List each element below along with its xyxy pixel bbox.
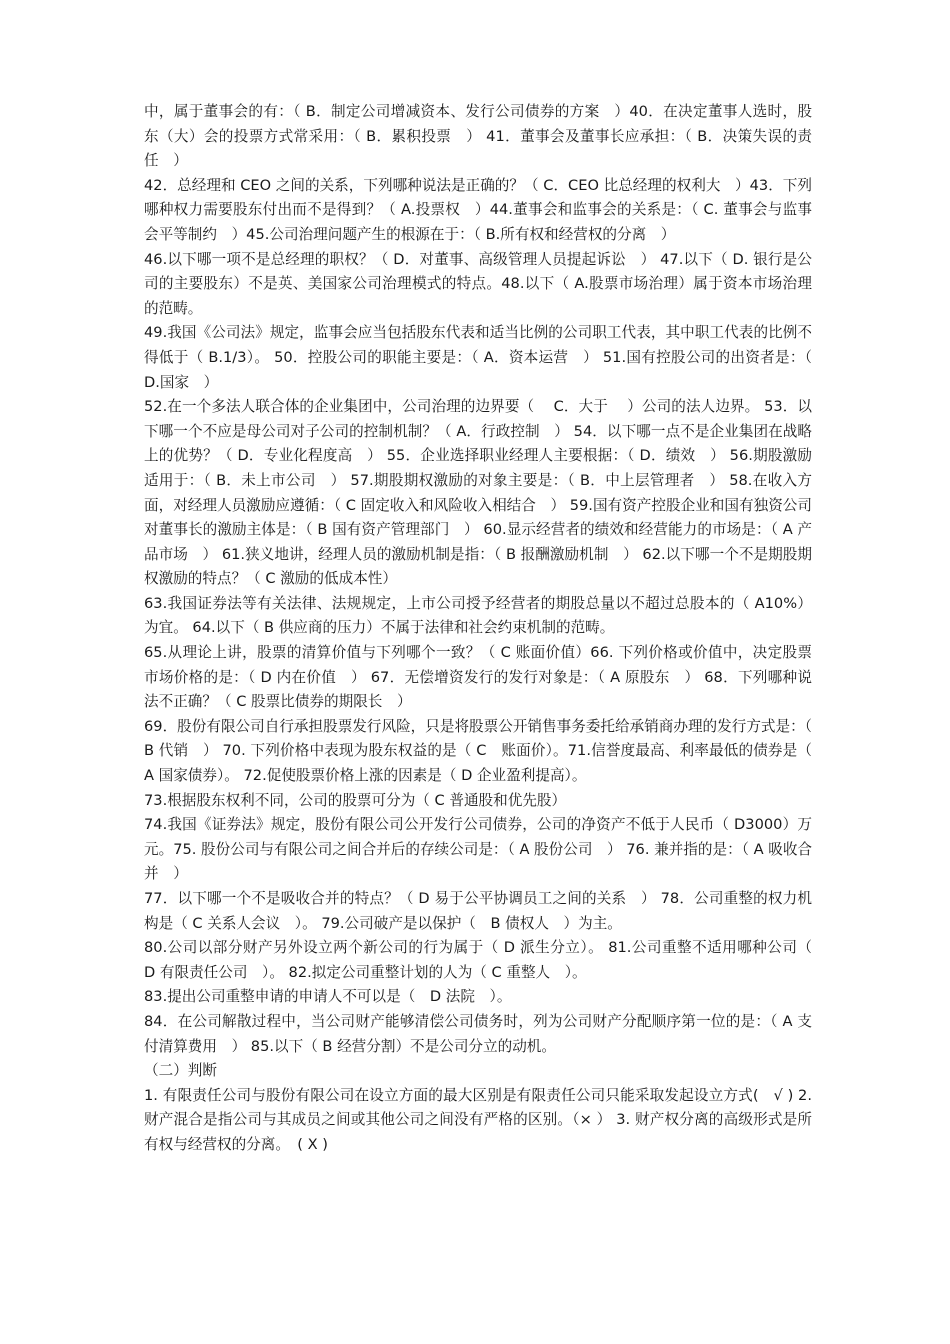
- paragraph-q52-62: 52.在一个多法人联合体的企业集团中，公司治理的边界要（ C．大于 ）公司的法人边界。 53．以下哪一个不应是母公司对子公司的控制机制？（ A．行政控制 ） 54．以下哪一点不是企业集团在战略上的优势？（ D．专业化程度高 ） 55．企业选择职业经理人主要根据：（ D．绩效 ） 56.期股激励适用于：（ B．未上市公司 ） 57.期股期权激励的对象主要是：（ B．中上层管理者 ） 58.在收入方面，对经理人员激励应遵循：（ C 固定收入和风险收入相结合 ） 59.国有资产控股企业和国有独资公司对董事长的激励主体是：（ B 国有资产管理部门 ） 60.显示经营者的绩效和经营能力的市场是：（ A 产品市场 ） 61.狭义地讲，经理人员的激励机制是指：（ B 报酬激励机制 ） 62.以下哪一个不是期股期权激励的特点？（ C 激励的低成本性）: [144, 398, 812, 588]
- paragraph-q49-51: 49.我国《公司法》规定，监事会应当包括股东代表和适当比例的公司职工代表，其中职工代表的比例不得低于（ B.1/3）。 50．控股公司的职能主要是：（ A．资本运营 ） 51.国有控股公司的出资者是：（ D.国家 ）: [144, 324, 812, 391]
- paragraph-q77-79: 77．以下哪一个不是吸收合并的特点？（ D 易于公平协调员工之间的关系 ） 78．公司重整的权力机构是（ C 关系人会议 ）。 79.公司破产是以保护（ B 债权人 ）为主。: [144, 890, 812, 932]
- section-heading-judgement: （二）判断: [144, 1062, 217, 1080]
- paragraph-q84-85: 84．在公司解散过程中，当公司财产能够清偿公司债务时，列为公司财产分配顺序第一位的是：（ A 支付清算费用 ） 85.以下（ B 经营分割）不是公司分立的动机。: [144, 1012, 812, 1055]
- paragraph-judgement-1-3: 1. 有限责任公司与股份有限公司在设立方面的最大区别是有限责任公司只能采取发起设立方式( √ ) 2. 财产混合是指公司与其成员之间或其他公司之间没有严格的区别。（× ） 3. 财产权分离的高级形式是所有权与经营权的分离。 ( X ): [144, 1086, 812, 1153]
- paragraph-q69-72: 69．股份有限公司自行承担股票发行风险，只是将股票公开销售事务委托给承销商办理的发行方式是：（ B 代销 ） 70. 下列价格中表现为股东权益的是（ C 账面价）。71.信誉度最高、利率最低的债券是（ A 国家债券）。 72.促使股票价格上涨的因素是（ D 企业盈利提高）。: [144, 717, 827, 785]
- paragraph-q80-82: 80.公司以部分财产另外设立两个新公司的行为属于（ D 派生分立）。 81.公司重整不适用哪种公司（ D 有限责任公司 ）。 82.拟定公司重整计划的人为（ C 重整人 ）。: [144, 939, 827, 981]
- paragraph-q46-48: 46.以下哪一项不是总经理的职权？（ D．对董事、高级管理人员提起诉讼 ） 47.以下（ D. 银行是公司的主要股东）不是英、美国家公司治理模式的特点。48.以下（ A.股票市场治理）属于资本市场治理的范畴。: [144, 250, 812, 317]
- paragraph-q65-68: 65.从理论上讲，股票的清算价值与下列哪个一致？（ C 账面价值）66. 下列价格或价值中，决定股票市场价格的是：（ D 内在价值 ） 67．无偿增资发行的发行对象是：（ A 原股东 ） 68．下列哪种说法不正确？（ C 股票比债券的期限长 ）: [144, 644, 812, 711]
- paragraph-q63-64: 63.我国证券法等有关法律、法规规定，上市公司授予经营者的期股总量以不超过总股本的（ A10%）为宜。 64.以下（ B 供应商的压力）不属于法律和社会约束机制的范畴。: [144, 594, 812, 637]
- paragraph-q73: 73.根据股东权利不同，公司的股票可分为（ C 普通股和优先股）: [144, 791, 567, 809]
- paragraph-q83: 83.提出公司重整申请的申请人不可以是（ D 法院 ）。: [144, 988, 512, 1006]
- paragraph-q38-41: 中，属于董事会的有：（ B．制定公司增减资本、发行公司债券的方案 ）40．在决定董事人选时，股东（大）会的投票方式常采用：（ B．累积投票 ） 41．董事会及董事长应承担：（ B．决策失误的责任 ）: [144, 103, 812, 170]
- paragraph-q42-45: 42．总经理和 CEO 之间的关系，下列哪种说法是正确的？（ C．CEO 比总经理的权利大 ）43．下列哪种权力需要股东付出而不是得到？（ A.投票权 ）44.董事会和监事会的关系是：（ C. 董事会与监事会平等制约 ）45.公司治理问题产生的根源在于：（ B.所有权和经营权的分离 ）: [144, 176, 812, 243]
- document-page: [144, 100, 827, 1158]
- paragraph-q74-76: 74.我国《证券法》规定，股份有限公司公开发行公司债券，公司的净资产不低于人民币（ D3000）万元。75. 股份公司与有限公司之间合并后的存续公司是：（ A 股份公司 ） 76. 兼并指的是：（ A 吸收合并 ）: [144, 816, 813, 883]
